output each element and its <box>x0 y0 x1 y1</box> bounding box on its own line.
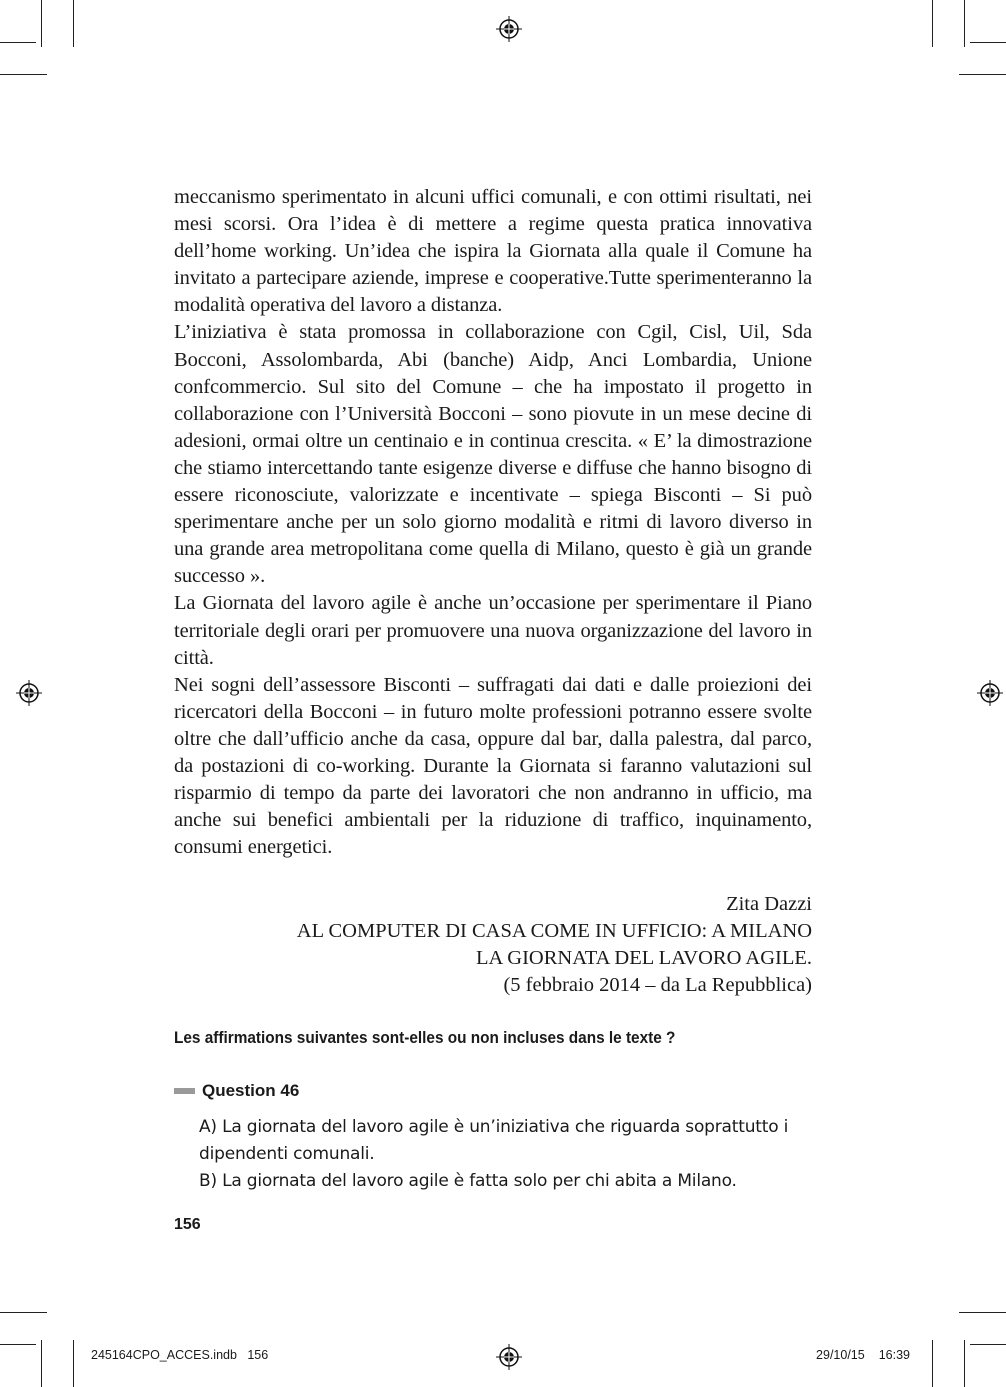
crop-mark <box>959 1312 1006 1313</box>
crop-mark <box>959 74 1006 75</box>
source-title-line2: LA GIORNATA DEL LAVORO AGILE. <box>475 947 812 969</box>
crop-mark <box>964 0 965 47</box>
question-option-b: B) La giornata del lavoro agile è fatta solo per chi abita a Milano. <box>199 1171 737 1191</box>
source-citation: (5 febbraio 2014 – da La Repubblica) <box>503 974 812 996</box>
crop-mark <box>0 74 47 75</box>
crop-mark <box>73 0 74 47</box>
slug-file: 245164CPO_ACCES.indb 156 <box>91 1348 269 1362</box>
slug-datetime <box>816 1347 910 1363</box>
crop-mark <box>932 1340 933 1387</box>
crop-mark <box>0 1312 47 1313</box>
crop-mark <box>73 1340 74 1387</box>
registration-mark-icon <box>496 16 522 42</box>
crop-mark <box>970 1344 1006 1345</box>
crop-mark <box>964 1340 965 1387</box>
crop-mark <box>0 1344 36 1345</box>
crop-mark <box>41 0 42 47</box>
source-title-line1: AL COMPUTER DI CASA COME IN UFFICIO: A MILANO <box>296 920 812 942</box>
question-heading <box>174 1079 299 1103</box>
registration-mark-icon <box>977 680 1003 706</box>
source-author: Zita Dazzi <box>726 893 812 915</box>
registration-mark-icon <box>496 1344 522 1370</box>
question-label: Question 46 <box>202 1081 300 1100</box>
crop-mark <box>970 42 1006 43</box>
crop-mark <box>932 0 933 47</box>
registration-mark-icon <box>16 680 42 706</box>
slug-time: 16:39 <box>878 1348 910 1362</box>
source-attribution <box>174 891 812 999</box>
article-paragraph: L’iniziativa è stata promossa in collaborazione con Cgil, Cisl, Uil, Sda Bocconi, Assolombarda, Abi (banche) Aidp, Anci Lombardia, Unione confcommercio. Sul sito del Comune – che ha impostato il progetto in collaborazione con l’Università Bocconi – sono piovute in un mese decine di adesioni, ormai oltre un centinaio e in continua crescita. « E’ la dimostrazione che stiamo intercettando tante esigenze diverse e diffuse che hanno bisogno di essere riconosciute, valorizzate e incentivate – spiega Bisconti – Si può sperimentare anche per un solo giorno modalità e ritmi di lavoro diverso in una grande area metropolitana come quella di Milano, questo è già un grande successo ». <box>174 321 812 588</box>
crop-mark <box>0 42 36 43</box>
page-number: 156 <box>174 1216 201 1233</box>
question-option-a: A) La giornata del lavoro agile è un’iniziativa che riguarda soprattutto i dipendenti comunali. <box>199 1117 789 1164</box>
question-options <box>199 1114 819 1195</box>
crop-mark <box>41 1340 42 1387</box>
article-body <box>174 184 812 861</box>
article-paragraph: meccanismo sperimentato in alcuni uffici comunali, e con ottimi risultati, nei mesi scorsi. Ora l’idea è di mettere a regime questa pratica innovativa dell’home working. Un’idea che ispira la Giornata alla quale il Comune ha invitato a partecipare aziende, imprese e cooperative.Tutte sperimenteranno la modalità operativa del lavoro a distanza. <box>174 186 812 317</box>
question-bar <box>174 1088 195 1094</box>
slug-date: 29/10/15 <box>816 1348 865 1362</box>
article-paragraph: Nei sogni dell’assessore Bisconti – suffragati dai dati e dalle proiezioni dei ricercatori della Bocconi – in futuro molte professioni potranno essere svolte oltre che dall’ufficio anche da casa, oppure dal bar, dalla palestra, dal parco, da postazioni di co-working. Durante la Giornata si faranno valutazioni sul risparmio di tempo da parte dei lavoratori che non andranno in ufficio, ma anche sui benefici ambientali per la riduzione di traffico, inquinamento, consumi energetici. <box>174 673 812 859</box>
exercise-instruction: Les affirmations suivantes sont-elles ou non incluses dans le texte ? <box>174 1029 676 1047</box>
article-paragraph: La Giornata del lavoro agile è anche un’occasione per sperimentare il Piano territoriale degli orari per promuovere una nuova organizzazione del lavoro in città. <box>174 592 812 669</box>
